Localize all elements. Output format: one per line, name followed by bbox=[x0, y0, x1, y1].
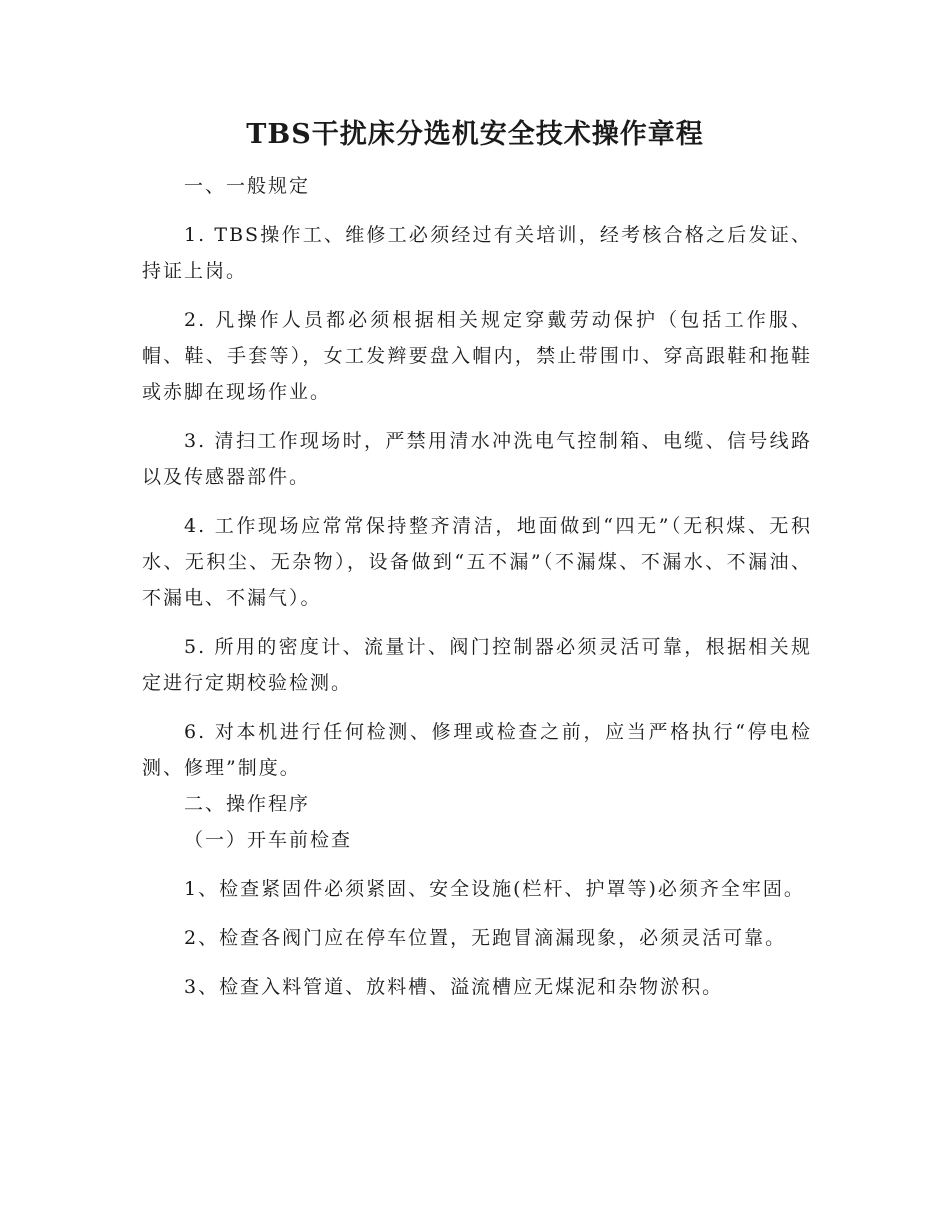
section-heading-procedure: 二、操作程序 bbox=[184, 793, 311, 815]
subsection-heading-precheck: （一）开车前检查 bbox=[184, 829, 353, 851]
document-title: TBS干扰床分选机安全技术操作章程 bbox=[246, 119, 704, 150]
paragraph-item-3: 3. 清扫工作现场时，严禁用清水冲洗电气控制箱、电缆、信号线路以及传感器部件。 bbox=[142, 430, 812, 488]
paragraph-item-1: 1. TBS操作工、维修工必须经过有关培训，经考核合格之后发证、持证上岗。 bbox=[142, 224, 812, 282]
section-heading-general: 一、一般规定 bbox=[184, 175, 311, 197]
check-item-3: 3、检查入料管道、放料槽、溢流槽应无煤泥和杂物淤积。 bbox=[184, 976, 724, 998]
paragraph-item-6: 6. 对本机进行任何检测、修理或检查之前，应当严格执行“停电检测、修理”制度。 bbox=[142, 721, 812, 779]
document-body bbox=[142, 168, 812, 1005]
check-item-1: 1、检查紧固件必须紧固、安全设施(栏杆、护罩等)必须齐全牢固。 bbox=[184, 878, 805, 900]
paragraph-item-2: 2. 凡操作人员都必须根据相关规定穿戴劳动保护（包括工作服、帽、鞋、手套等），女工发辫要盘入帽内，禁止带围巾、穿高跟鞋和拖鞋或赤脚在现场作业。 bbox=[142, 309, 812, 403]
paragraph-item-5: 5. 所用的密度计、流量计、阀门控制器必须灵活可靠，根据相关规定进行定期校验检测。 bbox=[142, 636, 812, 694]
check-item-2: 2、检查各阀门应在停车位置，无跑冒滴漏现象，必须灵活可靠。 bbox=[184, 927, 787, 949]
paragraph-item-4: 4. 工作现场应常常保持整齐清洁，地面做到“四无”（无积煤、无积水、无积尘、无杂物），设备做到“五不漏”（不漏煤、不漏水、不漏油、不漏电、不漏气）。 bbox=[142, 515, 812, 609]
